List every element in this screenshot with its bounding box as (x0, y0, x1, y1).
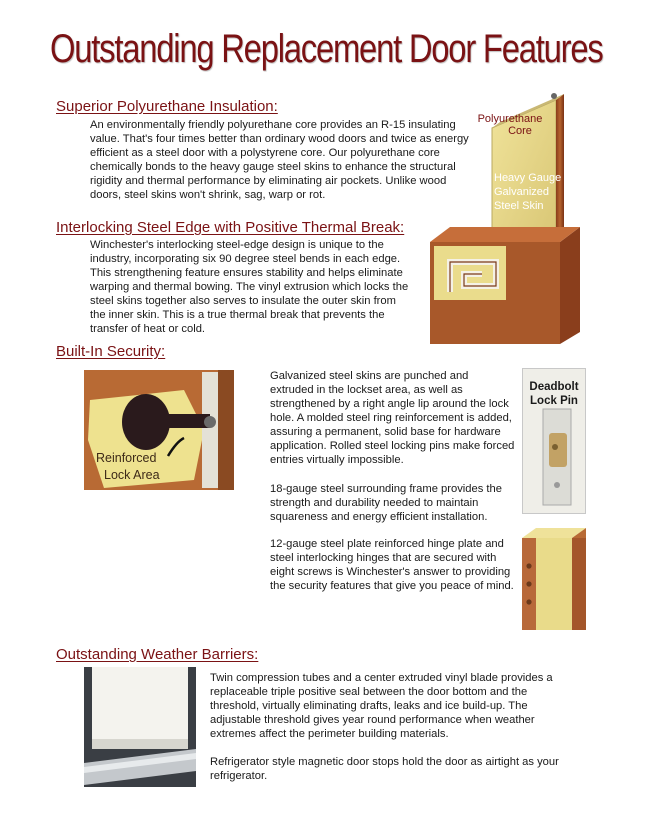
hinge-figure (512, 526, 592, 630)
deadbolt-label-1: Deadbolt (529, 381, 579, 393)
core-label-1: Polyurethane (477, 113, 543, 125)
security-heading: Built-In Security: (56, 343, 166, 360)
security-body-2: 18-gauge steel surrounding frame provides the strength and durability needed to maintain squareness and energy efficient installation. (270, 483, 502, 523)
core-label-2: Core (508, 125, 532, 137)
skin-label-2: Galvanized (494, 186, 550, 198)
steel-edge-heading: Interlocking Steel Edge with Positive Thermal Break: (56, 219, 405, 236)
steel-edge-figure (420, 222, 590, 344)
weather-heading: Outstanding Weather Barriers: (56, 646, 259, 663)
page-title: Outstanding Replacement Door Features (50, 27, 603, 71)
weather-seal-figure (84, 667, 196, 787)
insulation-heading: Superior Polyurethane Insulation: (56, 98, 278, 115)
deadbolt-label-2: Lock Pin (530, 395, 578, 407)
insulation-body: An environmentally friendly polyurethane core provides an R-15 insulating value. That's four times better than ordinary wood doors and twice as energy efficient as a steel door with a polystyrene core. Our polyurethane core chemically bonds to the heavy gauge steel skins to enhance the structural rigidity and thermal performance by eliminating air pockets. Unlike wood doors, steel skins won't shrink, sag, warp or rot. (90, 119, 469, 201)
weather-body-1: Twin compression tubes and a center extruded vinyl blade provides a replaceable triple positive seal between the door bottom and the threshold, virtually eliminating drafts, leaks and ice build-up. The adjustable threshold gives year round performance when weather extremes affect the perimeter building materials. (210, 672, 553, 740)
lock-label-1: Reinforced (96, 451, 157, 465)
security-body-3: 12-gauge steel plate reinforced hinge plate and steel interlocking hinges that are secured with eight screws is Winchester's answer to providing the security features that give you peace of mind. (270, 538, 514, 592)
steel-edge-body: Winchester's interlocking steel-edge design is unique to the industry, incorporating six 90 degree steel bends in each edge. This strengthening feature ensures stability and helps eliminate warping and thermal bowing. The vinyl extrusion which locks the steel skins together also serves to insulate the outer skin from the inner skin. This is a true thermal break that prevents the transfer of heat or cold. (90, 239, 409, 335)
security-body-1: Galvanized steel skins are punched and extruded in the lockset area, as well as strengthened by a right angle lip around the lock hole. A molded steel ring reinforcement is added, assuring a permanent, solid base for hardware application. Rolled steel locking pins make forced entries virtually impossible. (270, 370, 515, 466)
skin-label-1: Heavy Gauge (494, 172, 562, 184)
weather-body-2: Refrigerator style magnetic door stops hold the door as airtight as your refrigerator. (210, 756, 559, 782)
lock-label-2: Lock Area (104, 468, 160, 482)
skin-label-3: Steel Skin (494, 200, 544, 212)
